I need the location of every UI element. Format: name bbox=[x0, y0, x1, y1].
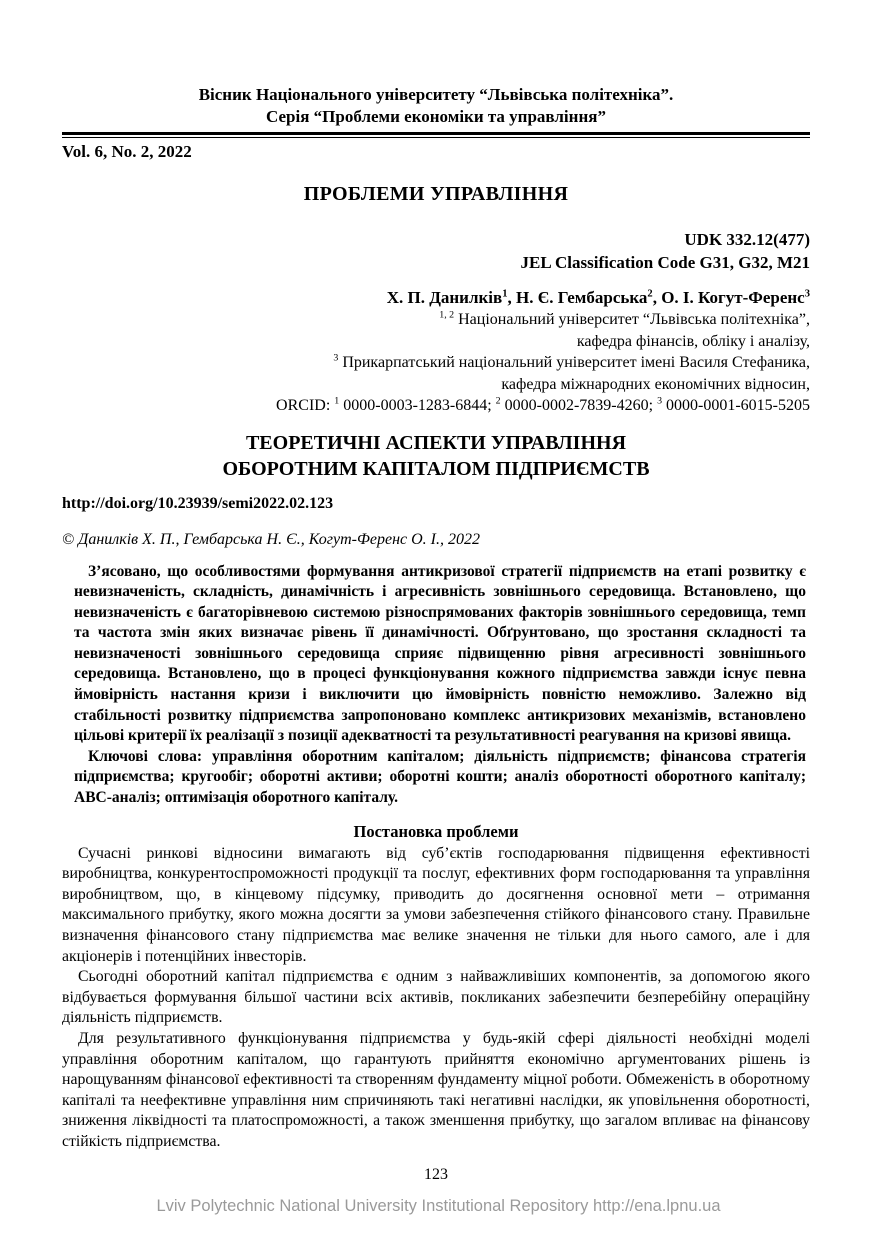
doi-line: http://doi.org/10.23939/semi2022.02.123 bbox=[62, 494, 334, 512]
section-heading: Постановка проблеми bbox=[353, 821, 519, 841]
article-title bbox=[62, 430, 810, 482]
affiliation-3-sup: 3 bbox=[333, 352, 339, 364]
orcid-line bbox=[62, 395, 810, 417]
repository-footer: Lviv Polytechnic National University Institutional Repository http://ena.lpnu.ua bbox=[156, 1197, 721, 1215]
classification-codes bbox=[62, 228, 810, 274]
section-body bbox=[62, 844, 810, 1153]
orcid-3-sup: 3 bbox=[657, 395, 663, 407]
keywords-label: Ключові слова: bbox=[88, 747, 203, 765]
author-1-sup: 1 bbox=[502, 288, 508, 300]
udk-code: UDK 332.12(477) bbox=[684, 230, 810, 249]
abstract-text: З’ясовано, що особливостями формування антикризової стратегії підприємств на етапі розвитку є невизначеність, складність, динамічність і агресивність зовнішнього середовища. Встановлено, що невизначеність є багаторівневою системою різноспрямованих факторів зовнішнього середовища, темп та частота змін яких визначає рівень її динамічності. Обґрунтовано, що зростання складності та невизначеності зовнішнього середовища сприяє підвищенню рівня агресивності зовнішнього середовища. Встановлено, що в процесі функціонування кожного підприємства завжди існує певна ймовірність настання кризи і виключити цю ймовірність повністю неможливо. Залежно від стабільності розвитку підприємства запропоновано комплекс антикризових механізмів, встановлено цільові критерії їх реалізації з позиції адекватності та результативності реагування на кризові явища. bbox=[74, 562, 806, 745]
keywords-paragraph bbox=[74, 747, 806, 809]
affiliation-line-1: $^{1, 2}$ Національний університет “Львівська політехніка”, bbox=[439, 309, 810, 328]
masthead-line2: Серія “Проблеми економіки та управління” bbox=[266, 107, 606, 126]
body-paragraph-3: Для результативного функціонування підприємства у будь-якій сфері діяльності необхідні моделі управління оборотним капіталом, що гарантують прийняття економічно аргументованих рішень із нарощуванням фінансової ефективності та створенням фундаменту міцної роботи. Обмеженість в оборотному капіталі та неефективне управління ним спричиняють такі негативні наслідки, як уповільнення оборотності, зниження ліквідності та платоспроможності, а також зменшення прибутку, що загалом впливає на фінансову стійкість підприємства. bbox=[62, 1029, 810, 1150]
affiliation-line-2: кафедра фінансів, обліку і аналізу, bbox=[576, 332, 810, 350]
author-3: , О. І. Когут-Ференс$^3$ bbox=[652, 288, 810, 307]
affiliation-1-sup: 1, 2 bbox=[439, 309, 455, 321]
copyright-line: © Данилків Х. П., Гембарська Н. Є., Когут-Ференс О. І., 2022 bbox=[62, 530, 480, 548]
orcid-label: ORCID: bbox=[276, 397, 335, 414]
author-2-sup: 2 bbox=[647, 288, 653, 300]
journal-masthead bbox=[62, 84, 810, 128]
body-paragraph-2: Сьогодні оборотний капітал підприємства є одним з найважливіших компонентів, за допомогою якого відбувається формування більшої частини всіх активів, покликаних забезпечити безперебійну операційну діяльність підприємств. bbox=[62, 968, 810, 1027]
orcid-1-sup: 1 bbox=[334, 395, 340, 407]
page-number: 123 bbox=[424, 1165, 448, 1183]
abstract-block bbox=[74, 562, 806, 809]
affiliation-line-4: кафедра міжнародних економічних відносин, bbox=[501, 375, 810, 393]
orcid-2-id: 0000-0002-7839-4260; bbox=[500, 397, 658, 414]
article-title-line1: ТЕОРЕТИЧНІ АСПЕКТИ УПРАВЛІННЯ bbox=[245, 431, 627, 454]
authors-line bbox=[62, 287, 810, 309]
header-double-rule bbox=[62, 132, 810, 138]
volume-issue-line: Vol. 6, No. 2, 2022 bbox=[62, 142, 192, 161]
affiliation-line-3: $^3$ Прикарпатський національний університет імені Василя Стефаника, bbox=[333, 352, 810, 371]
article-title-line2: ОБОРОТНИМ КАПІТАЛОМ ПІДПРИЄМСТВ bbox=[222, 457, 650, 480]
masthead-line1: Вісник Національного університету “Львівська політехніка”. bbox=[198, 85, 674, 104]
keywords-text: управління оборотним капіталом; діяльність підприємств; фінансова стратегія підприємства; кругообіг; оборотні активи; оборотні кошти; аналіз оборотності оборотного капіталу; АВС-аналіз; оптимізація оборотного капіталу. bbox=[74, 747, 807, 807]
author-1: Х. П. Данилків$^1$ bbox=[386, 288, 508, 307]
orcid-1-id: 0000-0003-1283-6844; bbox=[339, 397, 496, 414]
orcid-3-id: 0000-0001-6015-5205 bbox=[662, 397, 810, 414]
jel-code: JEL Classification Code G31, G32, M21 bbox=[520, 253, 810, 272]
section-banner: ПРОБЛЕМИ УПРАВЛІННЯ bbox=[303, 183, 569, 205]
author-3-sup: 3 bbox=[804, 288, 810, 300]
body-paragraph-1: Сучасні ринкові відносини вимагають від суб’єктів господарювання підвищення ефективності виробництва, конкурентоспроможності продукції та послуг, ефективних форм господарювання та управління виробництвом, що, в кінцевому підсумку, приводить до досягнення основної мети – отримання максимального прибутку, якого можна досягти за умови забезпечення стійкого фінансового стану. Правильне визначення фінансового стану підприємства має велике значення не тільки для нього самого, але і для акціонерів і потенційних інвесторів. bbox=[62, 844, 810, 965]
orcid-2-sup: 2 bbox=[495, 395, 501, 407]
author-2: , Н. Є. Гембарська$^2$ bbox=[507, 288, 653, 307]
